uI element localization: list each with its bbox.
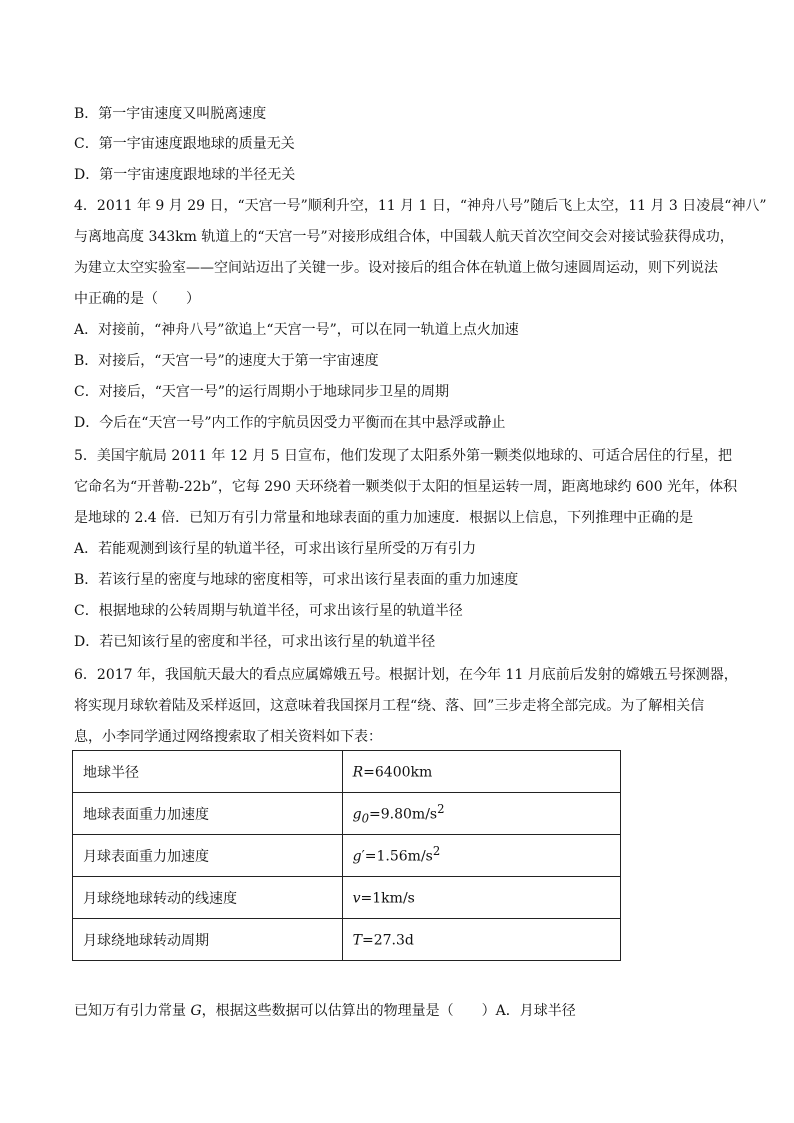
data-table — [72, 750, 621, 961]
q4-option-a: A．对接前，“神舟八号”欲追上“天宫一号”，可以在同一轨道上点火加速 — [74, 322, 519, 338]
table-row — [73, 919, 621, 961]
q5-option-d: D．若已知该行星的密度和半径，可求出该行星的轨道半径 — [74, 634, 436, 650]
table-cell-value: R=6400km — [342, 751, 620, 793]
q5-stem-line-2: 它命名为“开普勒-22b”，它每 290 天环绕着一颗类似于太阳的恒星运转一周，距离地球约 600 光年，体积 — [74, 479, 738, 495]
table-cell-quantity: 地球表面重力加速度 — [73, 793, 343, 835]
table-cell-quantity: 月球表面重力加速度 — [73, 835, 343, 877]
q4-option-c: C．对接后，“天宫一号”的运行周期小于地球同步卫星的周期 — [74, 384, 450, 400]
table-cell-value: T=27.3d — [342, 919, 620, 961]
q3-option-b: B．第一宇宙速度又叫脱离速度 — [74, 106, 267, 122]
q3-option-d: D．第一宇宙速度跟地球的半径无关 — [74, 167, 296, 183]
q4-option-b: B．对接后，“天宫一号”的速度大于第一宇宙速度 — [74, 353, 379, 369]
q4-stem-line-2: 与离地高度 343km 轨道上的“天宫一号”对接形成组合体，中国载人航天首次空间交会对接试验获得成功， — [74, 229, 734, 245]
table-cell-quantity: 地球半径 — [73, 751, 343, 793]
q5-stem-line-3: 是地球的 2.4 倍．已知万有引力常量和地球表面的重力加速度．根据以上信息，下列推理中正确的是 — [74, 510, 694, 526]
q6-stem-line-1: 6．2017 年，我国航天最大的看点应属嫦娥五号。根据计划，在今年 11 月底前后发射的嫦娥五号探测器， — [74, 667, 738, 683]
table-cell-quantity: 月球绕地球转动周期 — [73, 919, 343, 961]
q5-stem-line-1: 5．美国宇航局 2011 年 12 月 5 日宣布，他们发现了太阳系外第一颗类似地球的、可适合居住的行星，把 — [74, 448, 732, 464]
q6-stem-line-2: 将实现月球软着陆及采样返回，这意味着我国探月工程“绕、落、回”三步走将全部完成。为了解相关信 — [74, 698, 705, 714]
q5-option-b: B．若该行星的密度与地球的密度相等，可求出该行星表面的重力加速度 — [74, 572, 519, 588]
table-cell-quantity: 月球绕地球转动的线速度 — [73, 877, 343, 919]
table-cell-value: $g'=1.56m/s^2$ — [342, 835, 620, 877]
q4-stem-line-4: 中正确的是（ ） — [74, 291, 200, 307]
q6-question-line: 已知万有引力常量 G，根据这些数据可以估算出的物理量是（ ）A．月球半径 — [74, 1003, 576, 1019]
q4-stem-line-1: 4．2011 年 9 月 29 日，“天宫一号”顺利升空，11 月 1 日，“神舟八号”随后飞上太空，11 月 3 日凌晨“神八” — [74, 198, 767, 214]
table-cell-value: $g_0=9.80m/s^2$ — [342, 793, 620, 835]
q5-option-c: C．根据地球的公转周期与轨道半径，可求出该行星的轨道半径 — [74, 603, 463, 619]
q3-option-c: C．第一宇宙速度跟地球的质量无关 — [74, 136, 295, 152]
table-cell-value: v=1km/s — [342, 877, 620, 919]
table-row — [73, 793, 621, 835]
table-row — [73, 835, 621, 877]
q5-option-a: A．若能观测到该行星的轨道半径，可求出该行星所受的万有引力 — [74, 541, 477, 557]
table-row — [73, 751, 621, 793]
q4-stem-line-3: 为建立太空实验室——空间站迈出了关键一步。设对接后的组合体在轨道上做匀速圆周运动，则下列说法 — [74, 260, 718, 276]
table-row — [73, 877, 621, 919]
q4-option-d: D．今后在“天宫一号”内工作的宇航员因受力平衡而在其中悬浮或静止 — [74, 415, 506, 431]
q6-stem-line-3: 息，小李同学通过网络搜索取了相关资料如下表： — [74, 729, 382, 745]
